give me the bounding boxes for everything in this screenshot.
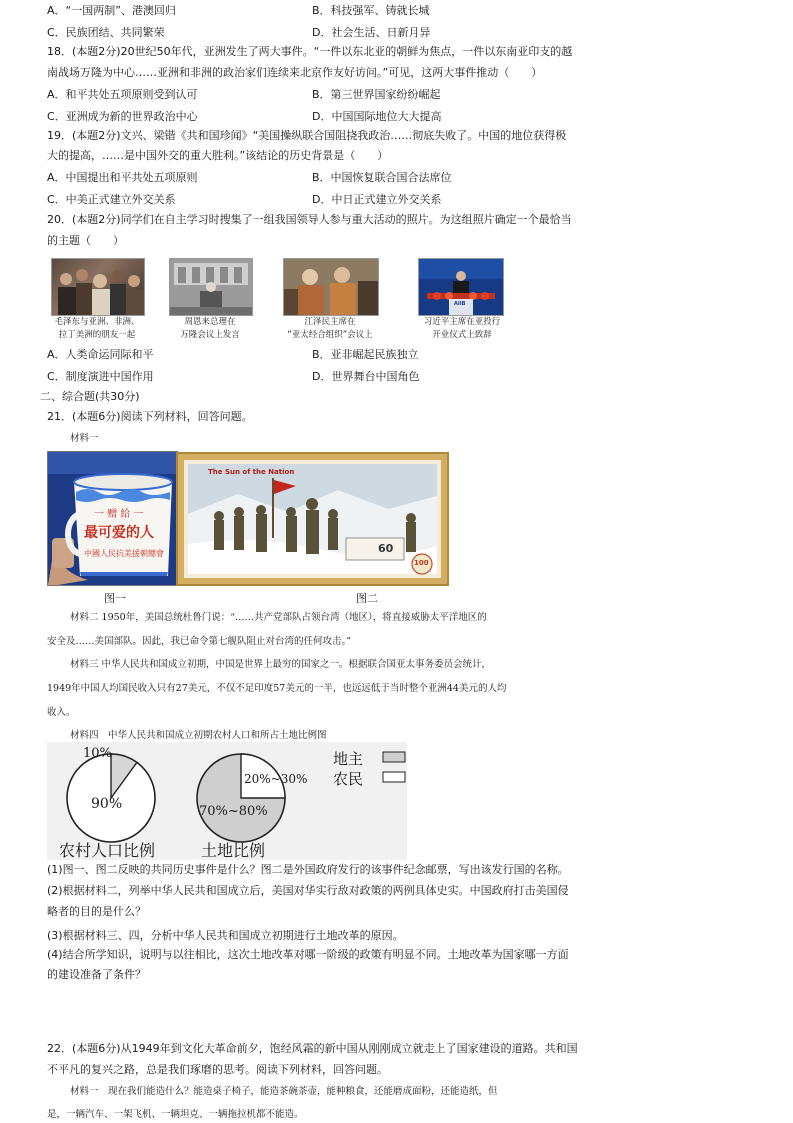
pie2-peasant-label: 70%~80% [199,804,268,819]
q21-sub4-line1: (4)结合所学知识，说明与以往相比，这次土地改革对哪一阶级的政策有明显不同。土地改革为国家哪一方面 [47,948,569,961]
photo4-caption-line2: 开业仪式上致辞 [432,330,492,340]
figure2-label: 图二 [356,592,378,605]
stamp-value: 60 [378,542,394,555]
q19-stem-line1: 19．(本题2分)文兴、梁锴《共和国珍闻》“美国操纵联合国阻挠我政治……彻底失败了。中国的地位获得极 [47,129,567,142]
photo3-caption-line2: “亚太经合组织”会议上 [287,330,373,340]
q21-sub2-line1: (2)根据材料二，列举中华人民共和国成立后，美国对华实行敌对政策的两例具体史实。中国政府打击美国侵 [47,884,569,897]
q18-option-d: D．中国国际地位大大提高 [312,110,442,123]
q21-intro: 21．(本题6分)阅读下列材料，回答问题。 [47,410,253,423]
stamp-badge: 100 [414,559,429,567]
pie1-landlord-label: 10% [83,746,112,761]
cup-inscription-line3: 中國人民抗美援朝總會 [84,549,164,558]
figure1-enamel-cup [47,451,178,586]
photo2-caption-line1: 周恩来总理在 [184,317,236,327]
photo4-caption-line1: 习近平主席在亚投行 [423,317,501,327]
q21-material3-line3: 收入。 [47,707,76,718]
land-reform-pie-figure [47,742,407,860]
q21-sub4-line2: 的建设准备了条件？ [47,968,146,981]
figure1-label: 图一 [104,592,126,605]
q17-option-b: B．科技强军、铸就长城 [312,4,430,17]
q19-option-c: C．中美正式建立外交关系 [47,193,176,206]
q19-option-a: A．中国提出和平共处五项原则 [47,171,198,184]
cup-inscription-line2: 最可爱的人 [84,525,154,541]
q20-stem-line1: 20．(本题2分)同学们在自主学习时搜集了一组我国领导人参与重大活动的照片。为这组照片确定一个最恰当 [47,213,572,226]
aiib-logo-text: AIIB [454,301,466,307]
photo3-caption-line1: 江泽民主席在 [304,317,356,327]
q17-option-d: D．社会生活、日新月异 [312,26,431,39]
pie1-peasant-label: 90% [91,796,123,812]
q18-stem-line2: 南战场万隆为中心……亚洲和非洲的政治家们连续来北京作友好访问。”可见，这两大事件推动（ ） [47,66,543,79]
photo-jiang-zemin-apec [283,258,379,316]
q19-option-d: D．中日正式建立外交关系 [312,193,442,206]
q19-stem-line2: 大的提高，……是中国外交的重大胜利。”该结论的历史背景是（ ） [47,149,389,162]
photo1-caption-line2: 拉丁美洲的朋友一起 [58,330,136,340]
q21-material2-line2: 安全及……美国部队。因此，我已命令第七舰队阻止对台湾的任何攻击。” [47,636,352,647]
q22-stem-line1: 22．(本题6分)从1949年到文化大革命前夕，饱经风霜的新中国从刚刚成立就走上了国家建设的道路。共和国 [47,1042,578,1055]
q19-option-b: B．中国恢复联合国合法席位 [312,171,452,184]
q21-material1-label: 材料一 [70,433,99,444]
q22-material1-line1: 材料一 现在我们能造什么？能造桌子椅子，能造茶碗茶壶，能种粮食，还能磨成面粉，还能造纸，但 [70,1086,498,1097]
photo-mao-with-friends [51,258,145,316]
q17-option-c: C．民族团结、共同繁荣 [47,26,165,39]
photo1-caption-line1: 毛泽东与亚洲、非洲、 [54,317,140,327]
legend-landlord-label: 地主 [333,750,364,768]
q20-option-d: D．世界舞台中国角色 [312,370,420,383]
cup-inscription-line1: 一 赠 給 一 [94,509,144,520]
q20-option-c: C．制度演进中国作用 [47,370,154,383]
q21-material2-line1: 材料二 1950年，美国总统杜鲁门说：“……共产党部队占领台湾（地区），将直接威胁太平洋地区的 [70,612,487,623]
photo-zhou-enlai-bandung [169,258,253,316]
q21-material4-title: 材料四 中华人民共和国成立初期农村人口和所占土地比例图 [70,730,327,741]
q21-material3-line2: 1949年中国人均国民收入只有27美元，不仅不足印度57美元的一半，也远远低于当时整个亚洲44美元的人均 [47,683,507,694]
pie2-landlord-label: 20%~30% [244,772,308,786]
q22-material1-line2: 是，一辆汽车、一架飞机、一辆坦克、一辆拖拉机都不能造。 [47,1109,304,1120]
q20-option-a: A．人类命运同际和平 [47,348,154,361]
q21-sub3: (3)根据材料三、四，分析中华人民共和国成立初期进行土地改革的原因。 [47,929,404,942]
q18-option-c: C．亚洲成为新的世界政治中心 [47,110,198,123]
photo-xi-jinping-aiib [418,258,504,316]
q18-stem-line1: 18．(本题2分)20世纪50年代，亚洲发生了两大事件。“一件以东北亚的朝鲜为焦点，一件以东南亚印支的越 [47,45,573,58]
legend-peasant-label: 农民 [333,770,364,788]
pie2-caption: 土地比例 [201,841,266,860]
q18-option-a: A．和平共处五项原则受到认可 [47,88,198,101]
q20-option-b: B．亚非崛起民族独立 [312,348,419,361]
q20-stem-line2: 的主题（ ） [47,234,124,247]
q21-material3-line1: 材料三 中华人民共和国成立初期，中国是世界上最穷的国家之一。根据联合国亚太事务委员会统计， [70,659,492,670]
q21-sub2-line2: 略者的目的是什么？ [47,905,146,918]
stamp-title: The Sun of the Nation [208,468,295,476]
q17-option-a: A．“一国两制”、港澳回归 [47,4,176,17]
photo2-caption-line2: 万隆会议上发言 [180,330,240,340]
legend-peasant-swatch [383,772,405,782]
q22-stem-line2: 不平凡的复兴之路，总是我们琢磨的思考。阅读下列材料，回答问题。 [47,1063,388,1076]
pie1-caption: 农村人口比例 [59,841,156,860]
legend-landlord-swatch [383,752,405,762]
section-title: 二、综合题(共30分) [40,390,140,403]
q21-sub1: (1)图一、图二反映的共同历史事件是什么？图二是外国政府发行的该事件纪念邮票，写出该发行国的名称。 [47,863,569,876]
q18-option-b: B．第三世界国家纷纷崛起 [312,88,441,101]
figure2-commemorative-stamp [176,452,449,586]
